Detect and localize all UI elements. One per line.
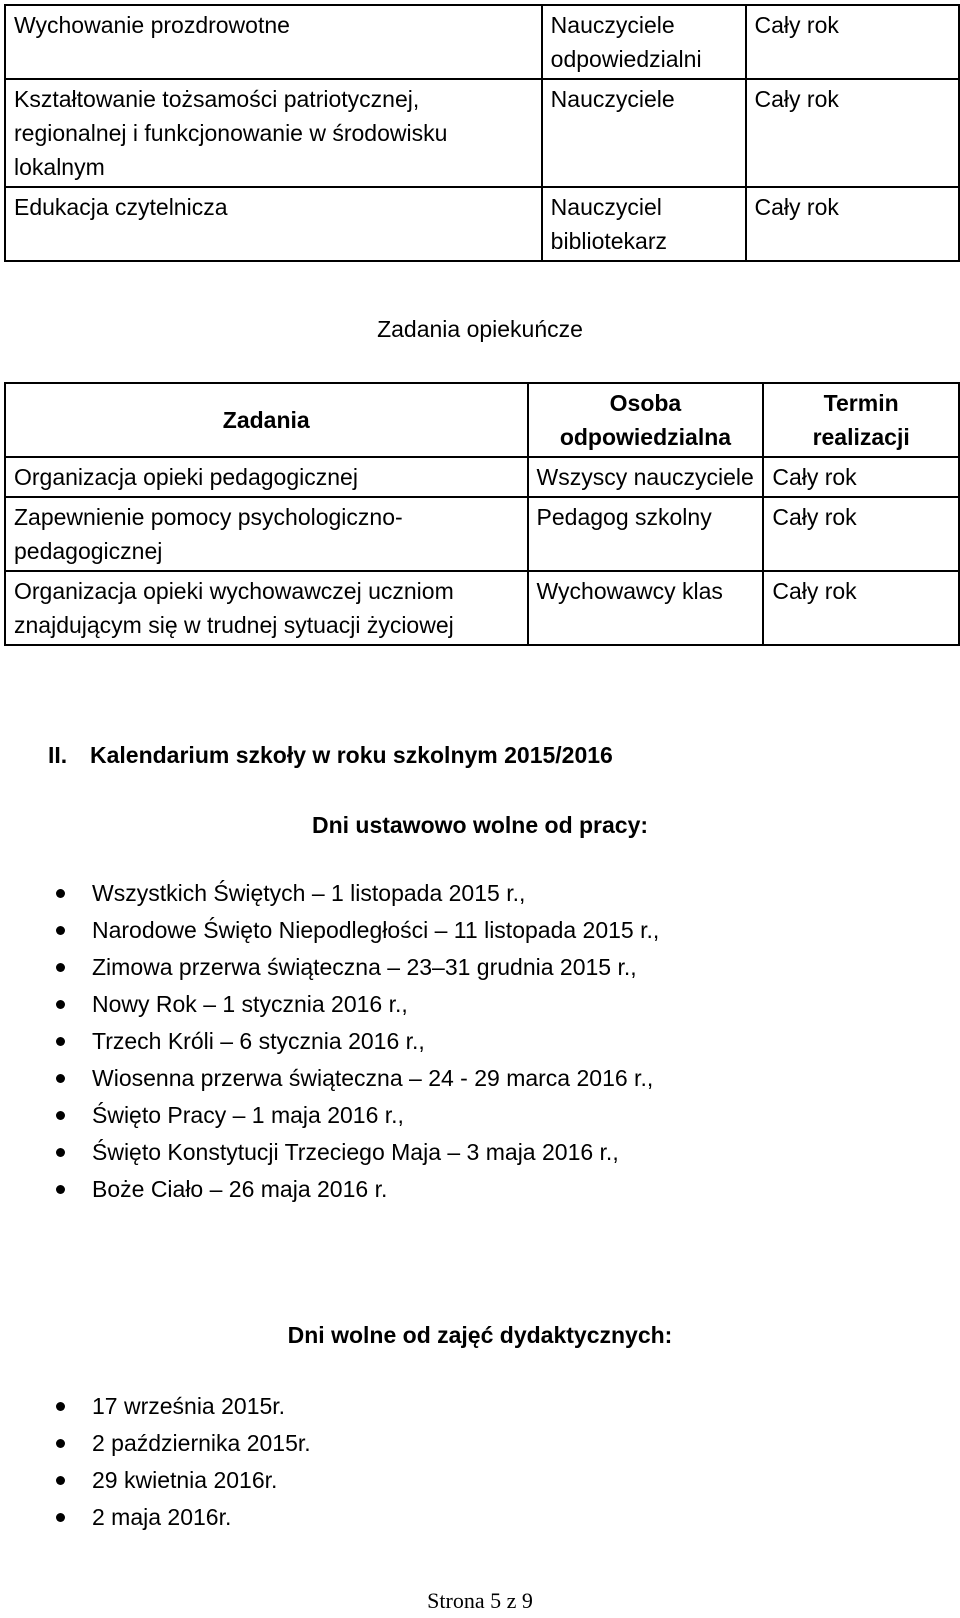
care-tasks-table — [4, 382, 960, 646]
task-cell: Wychowanie prozdrowotne — [5, 5, 542, 79]
list-item: 2 października 2015r. — [92, 1425, 311, 1462]
list-item: Nowy Rok – 1 stycznia 2016 r., — [92, 986, 659, 1023]
list-item: 29 kwietnia 2016r. — [92, 1462, 311, 1499]
task-cell: Organizacja opieki pedagogicznej — [5, 457, 528, 497]
list-item: 17 września 2015r. — [92, 1388, 311, 1425]
responsible-cell: Nauczyciel bibliotekarz — [542, 187, 746, 261]
column-header-responsible: Osoba odpowiedzialna — [528, 383, 764, 457]
list-item: Wszystkich Świętych – 1 listopada 2015 r., — [92, 875, 659, 912]
term-cell: Cały rok — [763, 457, 959, 497]
task-cell: Kształtowanie tożsamości patriotycznej, regionalnej i funkcjonowanie w środowisku lokalnym — [5, 79, 542, 187]
section-number: II. — [48, 742, 68, 768]
column-header-term: Termin realizacji — [763, 383, 959, 457]
list-item: Święto Pracy – 1 maja 2016 r., — [92, 1097, 659, 1134]
term-cell: Cały rok — [746, 79, 959, 187]
column-header-tasks: Zadania — [5, 383, 528, 457]
page-footer: Strona 5 z 9 — [427, 1588, 533, 1613]
term-cell: Cały rok — [763, 571, 959, 645]
term-cell: Cały rok — [746, 5, 959, 79]
tasks-table-top — [4, 4, 960, 262]
list-item: Zimowa przerwa świąteczna – 23–31 grudnia 2015 r., — [92, 949, 659, 986]
list-item: Wiosenna przerwa świąteczna – 24 - 29 marca 2016 r., — [92, 1060, 659, 1097]
task-cell: Zapewnienie pomocy psychologiczno-pedagogicznej — [5, 497, 528, 571]
responsible-cell: Wychowawcy klas — [528, 571, 764, 645]
responsible-cell: Nauczyciele odpowiedzialni — [542, 5, 746, 79]
responsible-cell: Nauczyciele — [542, 79, 746, 187]
holidays-title: Dni ustawowo wolne od pracy: — [311, 812, 649, 838]
table-row — [5, 187, 959, 261]
table-row — [5, 571, 959, 645]
list-item: Trzech Króli – 6 stycznia 2016 r., — [92, 1023, 659, 1060]
table-row — [5, 79, 959, 187]
responsible-cell: Wszyscy nauczyciele — [528, 457, 764, 497]
table-row — [5, 497, 959, 571]
free-days-list — [92, 1388, 311, 1536]
term-cell: Cały rok — [746, 187, 959, 261]
table-row — [5, 457, 959, 497]
list-item: Narodowe Święto Niepodległości – 11 listopada 2015 r., — [92, 912, 659, 949]
table-header-row — [5, 383, 959, 457]
task-cell: Organizacja opieki wychowawczej uczniom znajdującym się w trudnej sytuacji życiowej — [5, 571, 528, 645]
section-heading — [48, 738, 613, 772]
table-row — [5, 5, 959, 79]
term-cell: Cały rok — [763, 497, 959, 571]
task-cell: Edukacja czytelnicza — [5, 187, 542, 261]
list-item: Boże Ciało – 26 maja 2016 r. — [92, 1171, 659, 1208]
holidays-list — [92, 875, 659, 1208]
list-item: 2 maja 2016r. — [92, 1499, 311, 1536]
care-section-title: Zadania opiekuńcze — [377, 316, 583, 342]
free-days-title: Dni wolne od zajęć dydaktycznych: — [287, 1322, 673, 1348]
list-item: Święto Konstytucji Trzeciego Maja – 3 maja 2016 r., — [92, 1134, 659, 1171]
responsible-cell: Pedagog szkolny — [528, 497, 764, 571]
section-title: Kalendarium szkoły w roku szkolnym 2015/2016 — [90, 742, 613, 768]
